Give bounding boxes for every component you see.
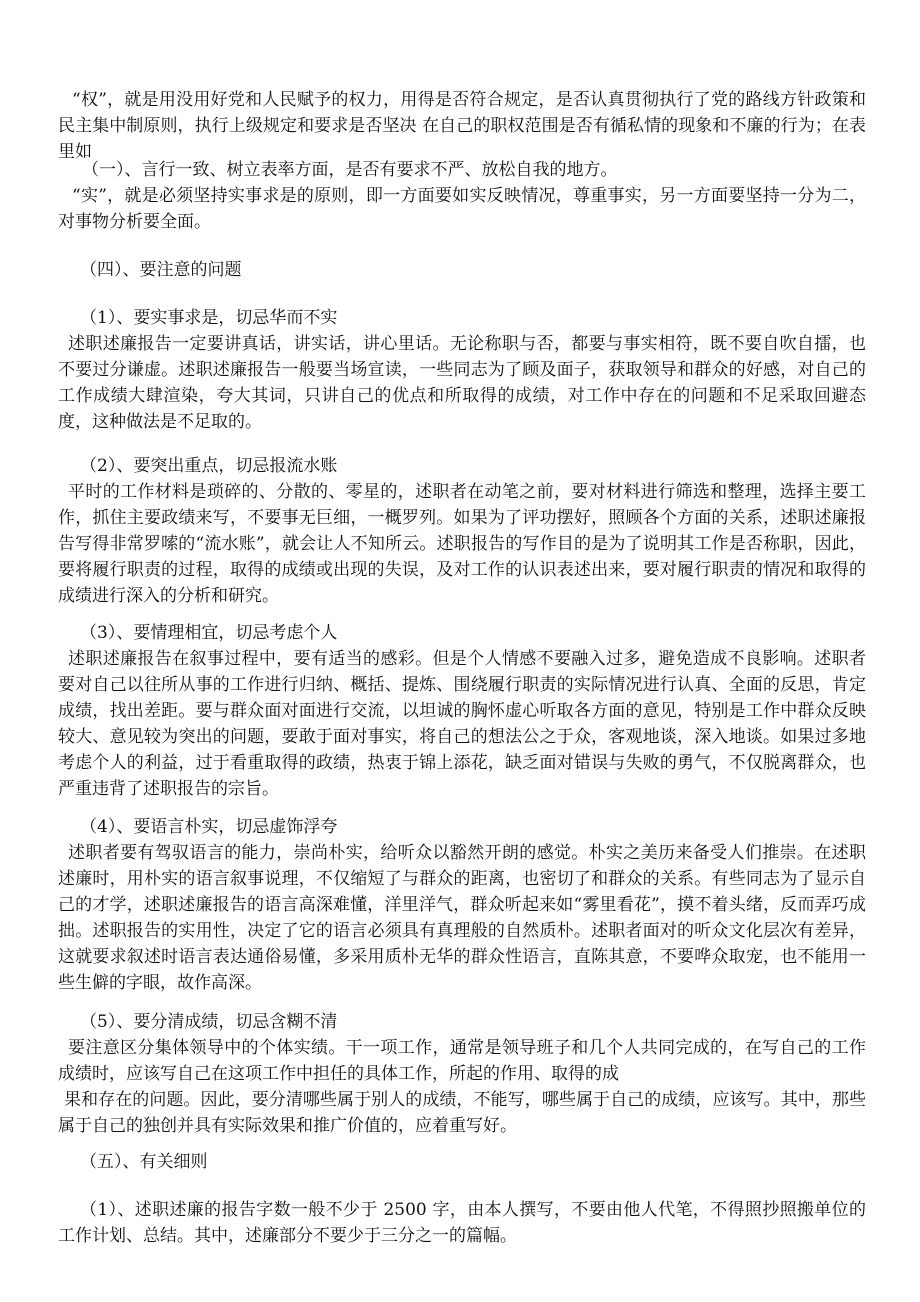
section-four-title: （四）、要注意的问题 <box>80 260 242 280</box>
item-3-body: 述职述廉报告在叙事过程中，要有适当的感彩。但是个人情感不要融入过多，避免造成不良影响。述职者要对自己以往所从事的工作进行归纳、概括、提炼、围绕履行职责的实际情况进行认真、全面的反思，肯定成绩，找出差距。要与群众面对面进行交流，以坦诚的胸怀虚心听取各方面的意见，特别是工作中群众反映较大、意见较为突出的问题，要敢于面对事实，将自己的想法公之于众，客观地谈，深入地谈。如果过多地考虑个人的利益，过于看重取得的政绩，热衷于锦上添花，缺乏面对错误与失败的勇气，不仅脱离群众，也严重违背了述职报告的宗旨。 <box>58 649 866 799</box>
item-3-heading: （3）、要情理相宜，切忌考虑个人 <box>80 623 338 643</box>
item-5-body: 要注意区分集体领导中的个体实绩。干一项工作，通常是领导班子和几个人共同完成的，在写自己的工作成绩时，应该写自己在这项工作中担任的具体工作，所起的作用、取得的成 <box>58 1038 866 1084</box>
item-2-heading: （2）、要突出重点，切忌报流水账 <box>80 456 338 476</box>
item-1-body: 述职述廉报告一定要讲真话，讲实话，讲心里话。无论称职与否，都要与事实相符，既不要自吹自擂，也不要过分谦虚。述职述廉报告一般要当场宣读，一些同志为了顾及面子，获取领导和群众的好感，对自己的工作成绩大肆渲染，夸大其词，只讲自己的优点和所取得的成绩，对工作中存在的问题和不足采取回避态度，这种做法是不足取的。 <box>58 334 866 432</box>
item-4-heading: （4）、要语言朴实，切忌虚饰浮夸 <box>80 817 338 837</box>
detail-1-body: （1）、述职述廉的报告字数一般不少于 2500 字，由本人撰写，不要由他人代笔，不得照抄照搬单位的工作计划、总结。其中，述廉部分不要少于三分之一的篇幅。 <box>58 1200 866 1246</box>
item-5-body-continued: 果和存在的问题。因此，要分清哪些属于别人的成绩，不能写，哪些属于自己的成绩，应该写。其中，那些属于自己的独创并具有实际效果和推广价值的，应着重写好。 <box>58 1090 866 1136</box>
intro-paragraph-fact: “实”，就是必须坚持实事求是的原则，即一方面要如实反映情况，尊重事实，另一方面要坚持一分为二，对事物分析要全面。 <box>58 186 866 232</box>
section-five-title: （五）、有关细则 <box>80 1152 208 1172</box>
item-2-body: 平时的工作材料是琐碎的、分散的、零星的，述职者在动笔之前，要对材料进行筛选和整理，选择主要工作，抓住主要政绩来写，不要事无巨细，一概罗列。如果为了评功摆好，照顾各个方面的关系，述职述廉报告写得非常罗嗦的“流水账”，就会让人不知所云。述职报告的写作目的是为了说明其工作是否称职，因此，要将履行职责的过程，取得的成绩或出现的失误，及对工作的认识表述出来，要对履行职责的情况和取得的成绩进行深入的分析和研究。 <box>58 482 866 606</box>
item-4-body: 述职者要有驾驭语言的能力，崇尚朴实，给听众以豁然开朗的感觉。朴实之美历来备受人们推崇。在述职述廉时，用朴实的语言叙事说理，不仅缩短了与群众的距离，也密切了和群众的关系。有些同志为了显示自己的才学，述职述廉报告的语言高深难懂，洋里洋气，群众听起来如“雾里看花”，摸不着头绪，反而弄巧成拙。述职报告的实用性，决定了它的语言必须具有真理般的自然质朴。述职者面对的听众文化层次有差异，这就要求叙述时语言表达通俗易懂，多采用质朴无华的群众性语言，直陈其意，不要哗众取宠，也不能用一些生僻的字眼，故作高深。 <box>58 843 866 993</box>
item-1-heading: （1）、要实事求是，切忌华而不实 <box>80 308 338 328</box>
intro-paragraph-power: “权”，就是用没用好党和人民赋予的权力，用得是否符合规定，是否认真贯彻执行了党的路线方针政策和民主集中制原则，执行上级规定和要求是否坚决 在自己的职权范围是否有循私情的现象和不廉的行为；在表里如 <box>58 90 866 162</box>
intro-paragraph-item-one: （一）、言行一致、树立表率方面，是否有要求不严、放松自我的地方。 <box>82 160 618 180</box>
item-5-heading: （5）、要分清成绩，切忌含糊不清 <box>80 1012 338 1032</box>
